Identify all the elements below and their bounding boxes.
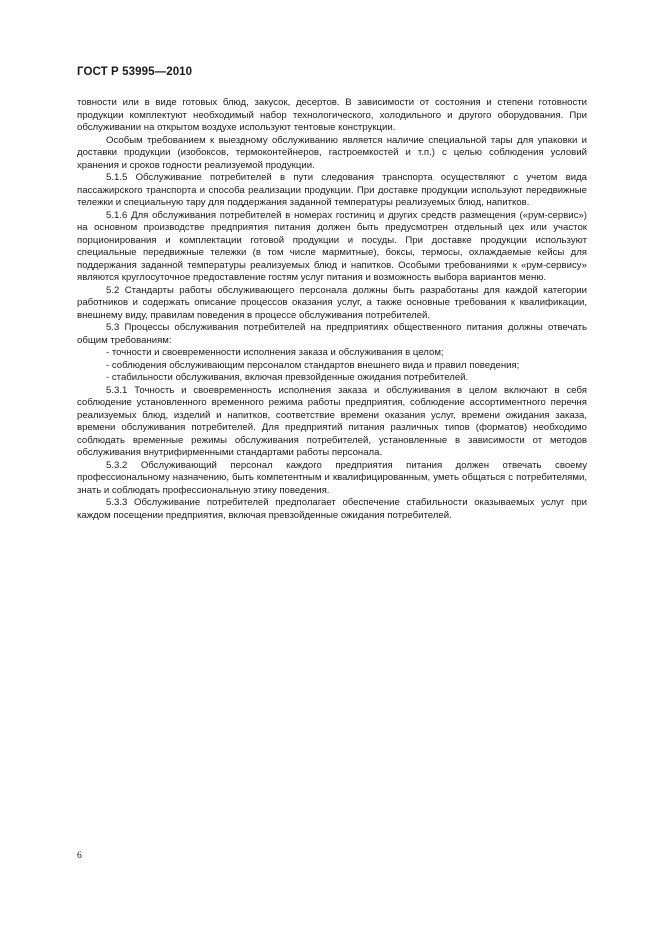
paragraph-5-3-3: 5.3.3 Обслуживание потребителей предполагает обеспечение стабильности оказываемых услуг при каждом посещении предприятия, включая превзойденные ожидания потребителей. <box>77 497 587 521</box>
paragraph-outdoor-requirements: Особым требованием к выездному обслуживанию является наличие специальной тары для упаковки и доставки продукции (изобоксов, термоконтейнеров, гастроемкостей и т.п.) с целью соблюдения условий хранения и сроков годности реализуемой продукции. <box>77 134 587 171</box>
paragraph-5-3-2: 5.3.2 Обслуживающий персонал каждого предприятия питания должен отвечать своему профессиональному назначению, быть компетентным и квалифицированным, уметь общаться с потребителями, знать и соблюдать профессиональную этику поведения. <box>77 459 587 496</box>
paragraph-continuation: товности или в виде готовых блюд, закусок, десертов. В зависимости от состояния и степени готовности продукции комплектуют необходимый набор технологического, холодильного и другого оборудования. При обслуживании на открытом воздухе используют тентовые конструкции. <box>77 97 587 133</box>
document-header: ГОСТ Р 53995—2010 <box>77 66 193 78</box>
paragraph-5-2: 5.2 Стандарты работы обслуживающего персонала должны быть разработаны для каждой категории работников и содержать описание процессов оказания услуг, а также основные требования к квалификации, внешнему виду, правилам поведения в процессе обслуживания потребителей. <box>77 284 587 321</box>
list-item-standards: - соблюдения обслуживающим персоналом стандартов внешнего вида и правил поведения; <box>106 359 520 371</box>
document-body <box>77 97 587 522</box>
paragraph-5-3: 5.3 Процессы обслуживания потребителей на предприятиях общественного питания должны отвечать общим требованиям: <box>77 322 587 346</box>
page-number: 6 <box>77 850 82 861</box>
list-item-accuracy: - точности и своевременности исполнения заказа и обслуживания в целом; <box>106 347 444 358</box>
list-item-stability: - стабильности обслуживания, включая превзойденные ожидания потребителей. <box>106 372 469 383</box>
paragraph-5-1-5: 5.1.5 Обслуживание потребителей в пути следования транспорта осуществляют с учетом вида пассажирского транспорта и способа реализации продукции. При доставке продукции используют передвижные тележки и специальную тару для поддержания заданной температуры реализуемых блюд, напитков. <box>77 172 587 208</box>
paragraph-5-1-6: 5.1.6 Для обслуживания потребителей в номерах гостиниц и других средств размещения («рум-сервис») на основном производстве предприятия питания должен быть предусмотрен отдельный цех или участок порционирования и комплектации готовой продукции и посуды. При доставке продукции используют специальные передвижные тележки (в том числе мармитные), боксы, термосы, охлаждаемые кейсы для поддержания заданной температуры реализуемых блюд и напитков. Особыми требованиями к «рум-сервису» являются круглосуточное предоставление гостям услуг питания и возможность выбора вариантов меню. <box>77 209 587 283</box>
paragraph-5-3-1: 5.3.1 Точность и своевременность исполнения заказа и обслуживания в целом включают в себя соблюдение установленного временного режима работы предприятия, соблюдение ассортиментного перечня реализуемых блюд, изделий и напитков, соответствие времени оказания услуг, времени ожидания заказа, времени обслуживания потребителей. Для предприятий питания различных типов (форматов) необходимо соблюдать временные режимы обслуживания потребителей, установленные в зависимости от методов обслуживания внутрифирменными стандартами работы персонала. <box>77 384 587 458</box>
